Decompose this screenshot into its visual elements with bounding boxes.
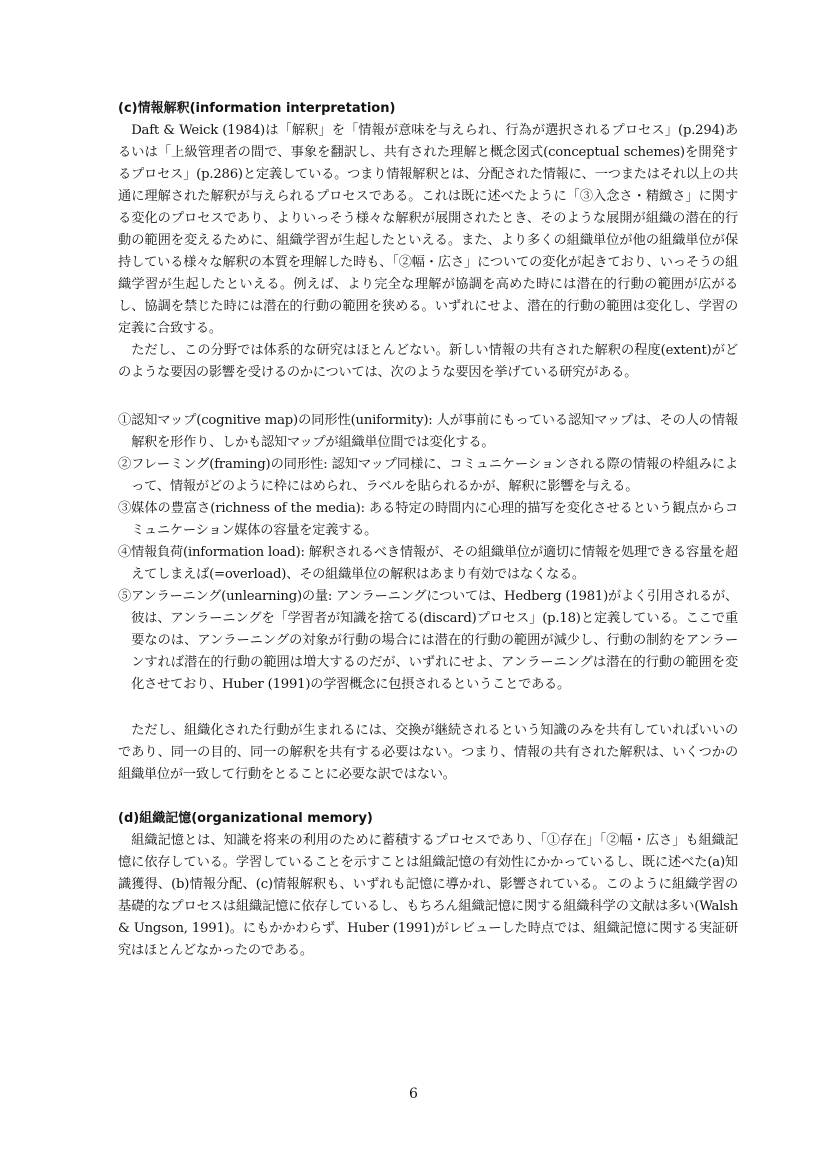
document-page	[118, 100, 738, 962]
section-d-heading: (d)組織記憶(organizational memory)	[118, 811, 373, 826]
list-item: ③媒体の豊富さ(richness of the media): ある特定の時間内に心理的描写を変化させるという観点からコミュニケーション媒体の容量を定義する。	[118, 501, 738, 538]
section-c-heading: (c)情報解釈(information interpretation)	[118, 101, 396, 116]
section-d-paragraph: 組織記憶とは、知識を将来の利用のために蓄積するプロセスであり、「①存在」「②幅・広さ」も組織記憶に依存している。学習していることを示すことは組織記憶の有効性にかかっているし、既に述べた(a)知識獲得、(b)情報分配、(c)情報解釈も、いずれも記憶に導かれ、影響されている。このように組織学習の基礎的なプロセスは組織記憶に依存しているし、もちろん組織記憶に関する組織科学の文献は多い(Walsh & Ungson, 1991)。にもかかわらず、Huber (1991)がレビューした時点では、組織記憶に関する実証研究はほとんどなかったのである。	[118, 833, 738, 958]
section-c-paragraph-1: Daft & Weick (1984)は「解釈」を「情報が意味を与えられ、行為が選択されるプロセス」(p.294)あるいは「上級管理者の間で、事象を翻訳し、共有された理解と概念図式(conceptual schemes)を開発するプロセス」(p.286)と定義している。つまり情報解釈とは、分配された情報に、一つまたはそれ以上の共通に理解された解釈が与えられるプロセスである。これは既に述べたように「③入念さ・精緻さ」に関する変化のプロセスであり、よりいっそう様々な解釈が展開されたとき、そのような展開が組織の潜在的行動の範囲を変えるために、組織学習が生起したといえる。また、より多くの組織単位が他の組織単位が保持している様々な解釈の本質を理解した時も、「②幅・広さ」についての変化が起きており、いっそうの組織学習が生起したといえる。例えば、より完全な理解が協調を高めた時には潜在的行動の範囲が広がるし、協調を禁じた時には潜在的行動の範囲を狭める。いずれにせよ、潜在的行動の範囲は変化し、学習の定義に合致する。	[118, 123, 738, 336]
interpretation-factor-list	[118, 410, 738, 696]
list-item: ②フレーミング(framing)の同形性: 認知マップ同様に、コミュニケーションされる際の情報の枠組みによって、情報がどのように枠にはめられ、ラベルを貼られるかが、解釈に影響を与える。	[118, 457, 738, 494]
page-number: 6	[409, 1086, 418, 1102]
section-c-paragraph-2: ただし、この分野では体系的な研究はほとんどない。新しい情報の共有された解釈の程度(extent)がどのような要因の影響を受けるのかについては、次のような要因を挙げている研究がある。	[118, 343, 738, 380]
section-c-closing-paragraph: ただし、組織化された行動が生まれるには、交換が継続されるという知識のみを共有していればいいのであり、同一の目的、同一の解釈を共有する必要はない。つまり、情報の共有された解釈は、いくつかの組織単位が一致して行動をとることに必要な訳ではない。	[118, 723, 738, 782]
list-item: ①認知マップ(cognitive map)の同形性(uniformity): 人が事前にもっている認知マップは、その人の情報解釈を形作り、しかも認知マップが組織単位間では変化する。	[118, 413, 738, 450]
list-item: ⑤アンラーニング(unlearning)の量: アンラーニングについては、Hedberg (1981)がよく引用されるが、彼は、アンラーニングを「学習者が知識を捨てる(discard)プロセス」(p.18)と定義している。ここで重要なのは、アンラーニングの対象が行動の場合には潜在的行動の範囲が減少し、行動の制約をアンラーンすれば潜在的行動の範囲は増大するのだが、いずれにせよ、アンラーニングは潜在的行動の範囲を変化させており、Huber (1991)の学習概念に包摂されるということである。	[118, 589, 738, 692]
list-item: ④情報負荷(information load): 解釈されるべき情報が、その組織単位が適切に情報を処理できる容量を超えてしまえば(=overload)、その組織単位の解釈はあまり有効ではなくなる。	[118, 545, 738, 582]
